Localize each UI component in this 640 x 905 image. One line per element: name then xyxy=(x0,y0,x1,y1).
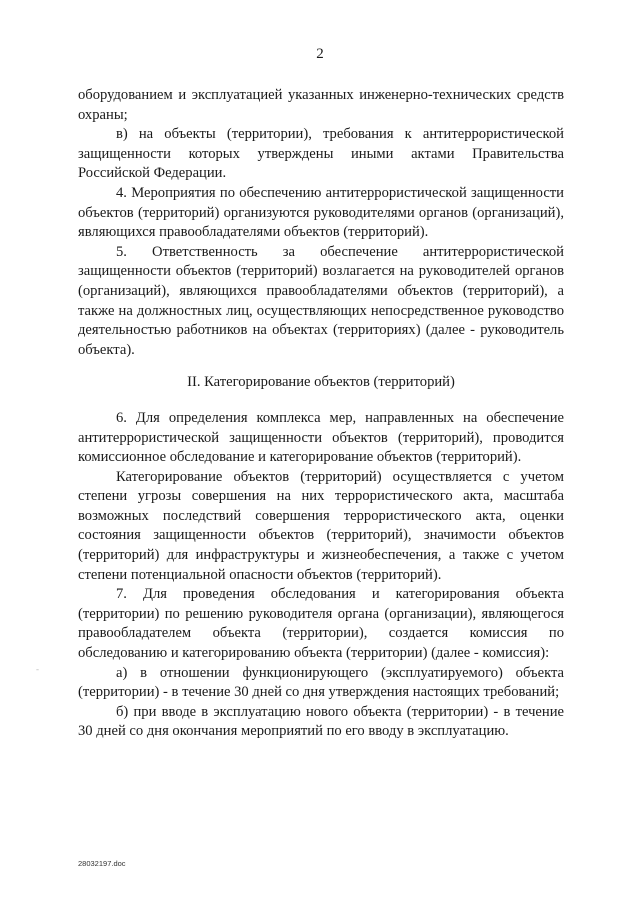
footer-filename: 28032197.doc xyxy=(78,859,126,868)
paragraph-item-a: а) в отношении функционирующего (эксплуатируемого) объекта (территории) - в течение 30 дней со дня утверждения настоящих требований; xyxy=(78,664,564,701)
section-heading: II. Категорирование объектов (территорий) xyxy=(187,374,455,391)
paragraph-clause-5: 5. Ответственность за обеспечение антитеррористической защищенности объектов (территорий) возлагается на руководителей органов (организаций), являющихся правообладателями объектов (территорий), а также на должностных лиц, осуществляющих непосредственное руководство деятельностью работников на объектах (территориях) (далее - руководитель объекта). xyxy=(78,243,564,358)
paragraph-clause-7: 7. Для проведения обследования и категорирования объекта (территории) по решению руководителя органа (организации), являющегося правообладателем объекта (территории), создается комиссия по обследованию и категорированию объекта (территории) (далее - комиссия): xyxy=(78,586,564,662)
paragraph-item-b: б) при вводе в эксплуатацию нового объекта (территории) - в течение 30 дней со дня окончания мероприятий по его вводу в эксплуатацию. xyxy=(78,703,564,740)
side-mark: - xyxy=(36,664,39,674)
paragraph-categorization: Категорирование объектов (территорий) осуществляется с учетом степени угрозы совершения на них террористического акта, масштаба возможных последствий совершения террористического акта, оценки состояния защищенности объектов (территорий), значимости объектов (территорий) для инфраструктуры и жизнеобеспечения, а также с учетом степени потенциальной опасности объектов (территорий). xyxy=(78,468,564,583)
paragraph-clause-4: 4. Мероприятия по обеспечению антитеррористической защищенности объектов (территорий) организуются руководителями органов (организаций), являющихся правообладателями объектов (территорий). xyxy=(78,184,564,241)
paragraph-equipment-continuation: оборудованием и эксплуатацией указанных инженерно-технических средств охраны; xyxy=(78,87,564,123)
page-number: 2 xyxy=(316,46,324,62)
paragraph-item-v: в) на объекты (территории), требования к антитеррористической защищенности которых утверждены иными актами Правительства Российской Федерации. xyxy=(78,126,564,182)
document-body xyxy=(78,86,564,742)
paragraph-clause-6: 6. Для определения комплекса мер, направленных на обеспечение антитеррористической защищенности объектов (территорий), проводится комиссионное обследование и категорирование объектов (территорий). xyxy=(78,409,564,466)
